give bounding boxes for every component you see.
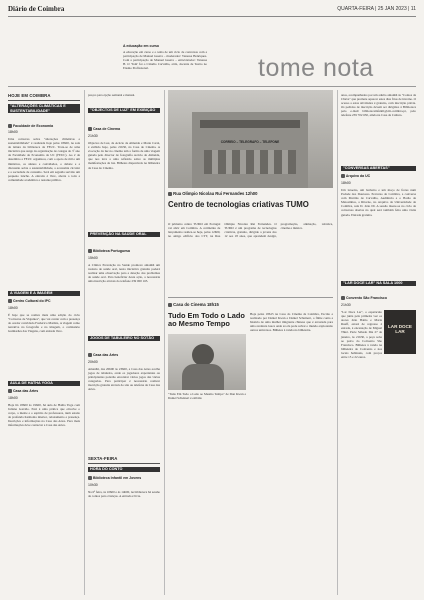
body-hora-conto: Na 6ª feira, às 10h00 e às 14h00, na biblioteca há sessão de contos para crianças. A entrada é livre. xyxy=(88,490,160,499)
tag-conversas: "CONVERSAS ABERTAS" xyxy=(341,166,416,171)
column-divider xyxy=(84,90,85,595)
body-conversas: Um latoeiro, um barbeiro e um moço de fretes num Podade dos Doutores. Percurso de Coimbra, a conversa com Martins de Carvalho, Audiência e o Barão de Matosinhos, a Ritorno, no Arquivo da Universidade de Coimbra, sala D. João III. A sessão insere-se no ciclo de conversas abertas na qual será também feita uma visita guiada. Entrada gratuita. xyxy=(341,188,416,217)
place-label: Casa de Cinema xyxy=(92,127,121,131)
place-label: Casa do Cinema xyxy=(173,302,206,307)
col2-intro: preços para ópção semanal e mensal. xyxy=(88,93,136,97)
cinema-photo-caption: "Tudo Em Todo o Lado ao Mesmo Tempo" de Dan Kwan e Daniel Scheinert é exibido xyxy=(168,392,246,401)
place-label: Centro Cultural do IPC xyxy=(12,299,51,303)
time-hora-conto: 10h30 xyxy=(88,483,98,487)
location-icon xyxy=(88,127,92,131)
place-label: Biblioteca Infantil em Jovens xyxy=(92,476,142,480)
caption-time: 12h00 xyxy=(245,191,258,196)
poster-image xyxy=(384,310,416,354)
tag-jogos: JOGOS DE TABULEIRO NO SOTÃO xyxy=(88,336,160,341)
location-icon xyxy=(8,124,12,128)
building-windows xyxy=(204,150,296,174)
location-icon xyxy=(341,296,345,300)
place-cinema xyxy=(88,127,120,131)
col1-header-rule xyxy=(8,100,80,101)
place-label: Casa das Artes xyxy=(12,389,39,393)
tag-viagem: A VIAGEM E A IMAGEM xyxy=(8,291,80,296)
time-yoga: 18h00 xyxy=(8,396,18,400)
location-icon xyxy=(8,389,12,393)
body-prevencao: A Clínica Prevenção na Saúde promove amanhã um rastreio de saúde oral, nesta iniciativa gratuita poderá realizar uma observação para a deteção dos problemas de saúde oral. Para beneficiar desta ação, a necessária uma inscrição através do telefone 239 000 165. xyxy=(88,263,160,284)
cinema-body: Hoje pelas 18h15 na Casa do Cinema de Coimbra, Escrito e realizado por Daniel Kwan e Daniel Scheinert, o filme conta a história de uma mulher imigrante chinesa que é arrastada para uma aventura louca onde só ela pode salvar o mundo explorando outros universos. Bilhetes à venda na bilheteira. xyxy=(250,312,333,333)
photo-caption xyxy=(168,191,257,196)
location-icon xyxy=(88,353,92,357)
place-feuc xyxy=(8,124,53,128)
page-header xyxy=(8,5,416,17)
issue-line: QUARTA-FEIRA | 25 JAN 2023 | 11 xyxy=(337,6,416,12)
main-body: O primeiro centro TUMO em Portugal vai abrir em Coimbra. A cerimónia de lançamento realiza-se hoje, pelas 12h00, no antigo edifício dos CTT, na Rua Olímpio Nicolau Rui Fernandes. O TUMO é um programa de tecnologias criativas, gratuito, dirigido a jovens dos 12 aos 18 anos, que aprendem design, programação, animação, robótica, cinema e música. xyxy=(168,222,333,239)
tag-objectos: "OBJECTOS DE LUZ" EM EXIBIÇÃO xyxy=(88,108,160,113)
time-prevencao: 15h00 xyxy=(88,256,98,260)
place-label: Convento São Francisco xyxy=(345,296,388,300)
caption-text: Rua Olímpio Nicolau Rui Fernandes xyxy=(173,191,245,196)
column-divider xyxy=(164,90,165,595)
column-divider xyxy=(337,90,338,595)
location-icon xyxy=(88,476,92,480)
poster-title: LAR DOCE LAR xyxy=(388,324,412,334)
place-biblioteca xyxy=(88,249,130,253)
col1-header: HOJE EM COIMBRA xyxy=(8,93,51,98)
place-label: Faculdade de Economia xyxy=(12,124,54,128)
place-label: Biblioteca Portuguesa xyxy=(92,249,130,253)
body-yoga: Hoje há 18h00 às 19h00, há aula de Hatha Yoga com Juliane Garrido. Está é uma prática que envolve o corpo, a mente e o espírito de professores, num estado de profunda harmonia interior, relaxamento e presença. Inscrições e informações na Casa das Artes. Para mais informações deve contactar a Casa das Artes. xyxy=(8,403,80,428)
lead-body: A educação em curso e o tema de um ciclo de conversas com a participação de Manuel Guerra – moderador: Vanessa Henriques. Com a participação de Manuel Guerra – entrevistador: Vanessa H. O 'Tom' foi o Cláudio Carvalho, atriz, docente de Teatro no Ensino Profissional. xyxy=(123,50,207,71)
body-jogos: Amanhã, das 20h00 às 23h00, a Casa das Artes acolhe jogos de tabuleiro, onde os jogadores experientes ou principiantes poderão encontrar vários jogos das várias categorias. Para participar é necessário realizar inscrição gratuita através do site ou telefone da Casa das Artes. xyxy=(88,367,160,392)
tag-yoga: AULA DE HATHA YOGA xyxy=(8,381,80,386)
body-lar-doce-lar-a: "Lar Doce Lar", o espetáculo que junta pela primeira vez os atores João Baião e Maria Rueff, estará de regresso à estrada, é encenação de Miguel Thiré. Parte Sábado Dia 27 de janeiro, às 21h30, a peça sobe ao palco do Convento São Francisco. Bilhetes à venda na bilheteira do Convento e nos locais habituais, com preços entre 15 e 22 euros. xyxy=(341,310,382,360)
time-lar-doce-lar: 21h30 xyxy=(341,303,351,307)
body-viagem: É hoje que se realiza mais uma edição do ciclo "Conversa de Viajantes", que vai contar com a presença do orador convidado Frederico Martins, A viagem como narrativa na fotografia e na imagem, o comissário Guimarães das Viagens, com entrada livre. xyxy=(8,313,80,334)
cinema-time: 18h15 xyxy=(206,302,219,307)
cinema-photo xyxy=(168,334,246,390)
body-lar-doce-lar-b xyxy=(341,358,416,468)
cinema-rule xyxy=(168,297,333,298)
tag-lar-doce-lar: "LAR DOCE LAR" NA SALA 1000 xyxy=(341,281,416,286)
time-ipc: 18h00 xyxy=(8,306,18,310)
place-casa-artes xyxy=(8,389,38,393)
tag-hora-conto: HORA DO CONTO xyxy=(88,467,160,472)
location-icon xyxy=(8,299,12,303)
time-feuc: 18h00 xyxy=(8,130,18,134)
building-roof xyxy=(200,120,300,128)
place-casa-artes-2 xyxy=(88,353,118,357)
place-label: Casa das Artes xyxy=(92,353,119,357)
section-title: tome nota xyxy=(258,54,374,82)
time-jogos: 20h00 xyxy=(88,360,98,364)
sexta-rule xyxy=(88,463,160,464)
place-label: Arquivo da UC xyxy=(345,174,371,178)
time-objectos: 21h30 xyxy=(88,134,98,138)
body-alteracoes: Uma conversa sobre "alterações climáticas e sustentabilidade" é realizada hoje pelas 18h00, na sala de leitura da biblioteca da FEUC. Trata-se de uma iniciativa que surge da organização de colegas do 3º ano da Faculdade de Economia da UC (FEUC). Ao 2 de dezembro a FEUC organizou, com o apoio de mil e um ministros, os alunos e convidados, o debate e a discussão sobre a sustentabilidade, a economia circular e a sociedade de consumo. Será em seguida servido um pequeno lanche. A entrada é livre, aberta a toda a comunidade académica e restante público. xyxy=(8,137,80,182)
place-convento xyxy=(341,296,387,300)
place-arquivo xyxy=(341,174,370,178)
location-icon xyxy=(88,249,92,253)
tag-alteracoes: "ALTERAÇÕES CLIMÁTICAS E SUSTENTABILIDADE" xyxy=(8,104,80,113)
location-icon xyxy=(341,174,345,178)
time-conversas: 18h00 xyxy=(341,181,351,185)
place-bib-infantil xyxy=(88,476,141,480)
body-objectos: Objectos de Luz, de Acácio de Almeida e Marie Carré, é exibido hoje, pelas 21h30, na Casa do Cinema. A evocação da luz no cinema tem a forma de uma viagem guiada pelo director de fotografia Acácio de Almeida, que nos leva a uma reflexão sobre as múltiplas manifestações da luz. Bilhetes disponíveis na bilheteira da Casa do Cinema. xyxy=(88,141,160,170)
main-photo xyxy=(168,90,333,188)
building-sign: CORREIO – TELEGRAFO – TELEFONE xyxy=(220,140,280,144)
lead-subtitle: A educação em curso xyxy=(123,44,160,48)
masthead: Diário de Coimbra xyxy=(8,5,65,13)
person-head xyxy=(192,344,214,366)
place-ipc xyxy=(8,299,51,303)
sexta-header: SEXTA-FEIRA xyxy=(88,456,118,461)
location-icon xyxy=(168,303,172,307)
cinema-place xyxy=(168,302,219,307)
person-body xyxy=(182,364,224,390)
location-icon xyxy=(168,192,172,196)
cinema-headline: Tudo Em Todo o Lado ao Mesmo Tempo xyxy=(168,311,245,329)
section-rule xyxy=(8,86,416,87)
right-intro: anos, acompanhados por um adulto amanhã às "Contos da Chuva" que promete aquecer estes dias frios de inverno. O acesso a estas atividades é gratuito, com inscrição prévia. Os pedidos de inscrição devem ser dirigidos à Biblioteca pelo e-mail bibliotecainfantil@cm-coimbra.pt, pelo telefone 239 702 630, ainda na Casa da Cultura. xyxy=(341,93,416,118)
main-headline: Centro de tecnologias criativas TUMO xyxy=(168,200,309,209)
tag-prevencao: PREVENÇÃO NA SAÚDE ORAL xyxy=(88,232,160,237)
